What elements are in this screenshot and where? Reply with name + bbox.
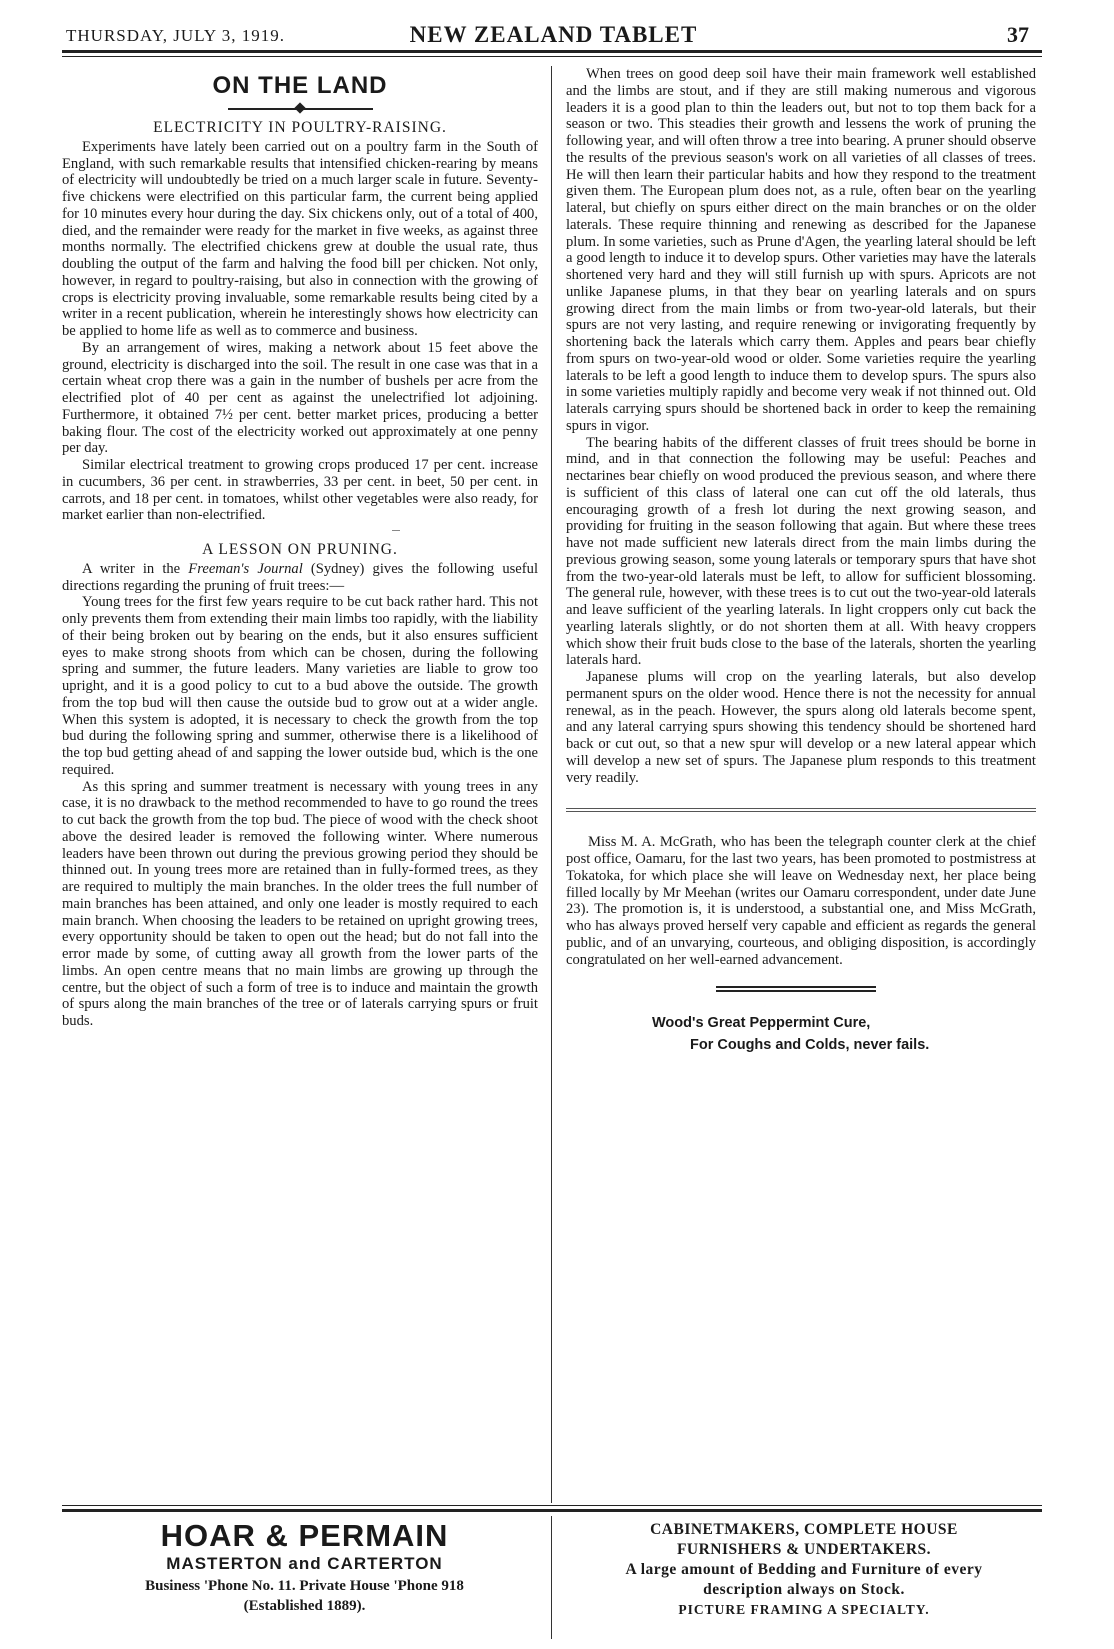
page-number: 37 xyxy=(1007,22,1029,47)
column-divider xyxy=(551,66,552,1503)
footer-rule-thick xyxy=(62,1509,1042,1512)
article-paragraph: As this spring and summer treatment is necessary with young trees in any case, it is no drawback to the method recommended to have to go round the trees to cut back the growth from the top bud. The piece of wood with the check shoot above the desired leader is removed the following winter. Where numerous leaders have been thrown out during the previous growing period they should be thinned out. In young trees more are retained than in fully-formed trees, as they are required to multiply the main branches. In the older trees the full number of main branches has been attained, and only one leader is mostly required to each main branch. When choosing the leaders to be retained on upright growing trees, every opportunity should be taken to open out the head; but do not fall into the error made by some, of cutting away all growth from the lower parts of the limbs. An open centre means that no main limbs are growing up through the centre, but the object of such a form of tree is to induce and maintain the growth of spurs along the main branches of the tree or of laterals carrying spurs or fruit buds. xyxy=(62,778,538,1029)
advertiser-established: (Established 1889). xyxy=(243,1598,366,1614)
notice-paragraph: Miss M. A. McGrath, who has been the telegraph counter clerk at the chief post office, Oamaru, for the last two years, has been promoted to postmistress at Tokatoka, for which place she will leave on Wednesday next, her place being filled locally by Mr Meehan (writes our Oamaru correspondent, under date June 23). The promotion is, it is understood, a substantial one, and Miss McGrath, who has always proved herself very capable and efficient as regards the general public, and of an unvarying, courteous, and obliging disposition, is accordingly congratulated on her well-earned advancement. xyxy=(566,834,1036,968)
masthead-title: NEW ZEALAND TABLET xyxy=(409,22,698,47)
footer-advert-left xyxy=(62,1520,547,1616)
article-paragraph: Young trees for the first few years require to be cut back rather hard. This not only prevents them from extending their main limbs too rapidly, with the liability of their being broken out by bearing on the ends, but it also ensures sufficient eyes to make strong shoots from which can be chosen, during the following spring and summer, the future leaders. Many varieties are liable to grow too upright, and it is a good policy to cut to a bud above the outside. The growth from the top bud will then cause the outside bud to grow out at a wider angle. When this system is adopted, it is necessary to check the growth from the top bud during the following spring and summer, otherwise there is a likelihood of the top bud getting ahead of and sapping the lower outside bud, which is the one required. xyxy=(62,594,538,778)
notice-separator xyxy=(566,786,1036,834)
article-paragraph: The bearing habits of the different classes of fruit trees should be borne in mind, and in that connection the following may be useful: Peaches and nectarines bear chiefly on wood produced the previous season, and where there is sufficient of this class of lateral one can cut off the old laterals, thus encouraging growth of a fresh lot during the next growing season, and providing for fruiting in the season following that again. But where these trees have not made sufficient new laterals direct from the main limbs during the previous growing season, some young laterals or temporary spurs that have shot from the two-year-old laterals must be left, to allow for sufficient blossoming. The general rule, however, with these trees is to cut out the two-year-old laterals and leave sufficient of the yearling laterals. In light croppers only cut back the yearling laterals slightly, or do not shorten them at all. With heavy croppers which show their fruit buds close to the base of the laterals, shorten the yearling laterals hard. xyxy=(566,434,1036,669)
article-intro: A writer in the Freeman's Journal (Sydney) gives the following useful directions regarding the pruning of fruit trees:— xyxy=(62,560,538,594)
advertiser-phones: Business 'Phone No. 11. Private House 'Phone 918 xyxy=(145,1578,464,1594)
header-date: THURSDAY, JULY 3, 1919. xyxy=(66,26,286,45)
footer-rule-thin xyxy=(62,1505,1042,1506)
header-rule-thin xyxy=(62,56,1042,57)
advertiser-towns: MASTERTON and CARTERTON xyxy=(166,1554,443,1573)
diamond-ornament-icon xyxy=(294,102,305,113)
peppermint-cure-ad-line2: For Coughs and Colds, never fails. xyxy=(690,1037,930,1054)
title-ornament xyxy=(228,104,373,114)
article-paragraph: Experiments have lately been carried out on a poultry farm in the South of England, with such remarkable results that intensified chicken-rearing by means of electricity will undoubtedly be tried on a much larger scale in future. Seventy-five chickens were electrified on this particular farm, the current being applied for 10 minutes every hour during the day. Six chickens only, out of a total of 400, died, and the remainder were ready for the market in five weeks, as against three months normally. The electrified chickens grew at double the usual rate, thus doubling the output of the farm and halving the food bill per chicken. Not only, however, in regard to poultry-raising, but also in connection with the growing of crops is electricity proving invaluable, some remarkable results being cited by a writer in a recent publication, wherein he interestingly shows how electricity can be applied to home life as well as to commerce and business. xyxy=(62,138,538,339)
article-paragraph: Similar electrical treatment to growing crops produced 17 per cent. increase in cucumbers, 36 per cent. in strawberries, 33 per cent. in beet, 50 per cent. in carrots, and 18 per cent. in tomatoes, whilst other vegetables were also ready, for market earlier than non-electrified. xyxy=(62,457,538,524)
advert-right-line: FURNISHERS & UNDERTAKERS. xyxy=(676,1541,932,1558)
footer-advert-right xyxy=(566,1520,1042,1620)
advert-right-line: A large amount of Bedding and Furniture of every xyxy=(625,1561,983,1578)
article-paragraph: When trees on good deep soil have their main framework well established and the limbs are stout, and if they are still making numerous and vigorous leaders it is a good plan to thin the leaders out, but not to top them back for a season or two. This steadies their growth and lessens the work of pruning the following year, and will often throw a tree into bearing. A pruner should observe the results of the previous season's work on all varieties of all classes of trees. He will then learn their particular habits and how they respond to the treatment given them. The European plum does not, as a rule, often bear on the yearling lateral, but chiefly on spurs either direct on the main branches or on the older laterals. These require thinning and renewing as described for the Japanese plum. In some varieties, such as Prune d'Agen, the yearling lateral should be left a good length to induce it to develop spurs. Other varieties may have the laterals shortened very hard and they will still furnish up with spurs. Apricots are not unlike Japanese plums, in that they bear on yearling laterals and on spurs growing direct from the main limbs or from two-year-old laterals, but their spurs are not very lasting, and require renewing or invigorating frequently by shortening back the laterals which carry them. Apples and pears bear chiefly from spurs on two-year-old wood or older. Some varieties require the yearling laterals to be left a good length to induce them to develop spurs. The spurs also in some varieties multiply rapidly and become very weak if not thinned out. Old laterals carrying spurs should be shortened back in order to keep the remaining spurs in vigor. xyxy=(566,66,1036,434)
advert-right-line: PICTURE FRAMING A SPECIALTY. xyxy=(678,1602,930,1617)
peppermint-cure-ad-line1: Wood's Great Peppermint Cure, xyxy=(652,1015,871,1032)
article-paragraph: By an arrangement of wires, making a network about 15 feet above the ground, electricity is discharged into the soil. The result in one case was that in a certain wheat crop there was a gain in the number of bushels per acre from the electrified plot of 40 per cent as against the unelectrified lot adjoining. Furthermore, it obtained 7½ per cent. better market prices, producing a better baking flour. The cost of the electricity worked out approximately at one penny per day. xyxy=(62,339,538,457)
left-column xyxy=(62,66,538,1030)
right-column xyxy=(566,66,1036,1056)
advert-right-line: CABINETMAKERS, COMPLETE HOUSE xyxy=(650,1521,958,1538)
article-separator xyxy=(62,524,538,542)
article-title-electricity: ELECTRICITY IN POULTRY-RAISING. xyxy=(153,119,447,136)
article-paragraph: Japanese plums will crop on the yearling laterals, but also develop permanent spurs on the older wood. Hence there is not the necessity for annual renewal, as in the peach. However, the spurs along old laterals become spent, and any lateral carrying spurs showing this tendency should be shortened hard back or cut out, so that a new spur will develop or a new lateral appear which will develop a new set of spurs. The Japanese plum responds to this treatment very readily. xyxy=(566,669,1036,786)
section-title: ON THE LAND xyxy=(212,72,388,99)
article-title-pruning: A LESSON ON PRUNING. xyxy=(202,541,398,558)
footer-divider xyxy=(551,1516,552,1639)
header-rule-thick xyxy=(62,50,1042,53)
personal-notice xyxy=(566,834,1036,968)
advert-right-line: description always on Stock. xyxy=(703,1581,905,1598)
page-header xyxy=(66,22,1041,48)
source-publication: Freeman's Journal xyxy=(188,560,303,577)
notice-end-rule xyxy=(566,968,1036,1012)
advertiser-brand: HOAR & PERMAIN xyxy=(160,1518,449,1553)
